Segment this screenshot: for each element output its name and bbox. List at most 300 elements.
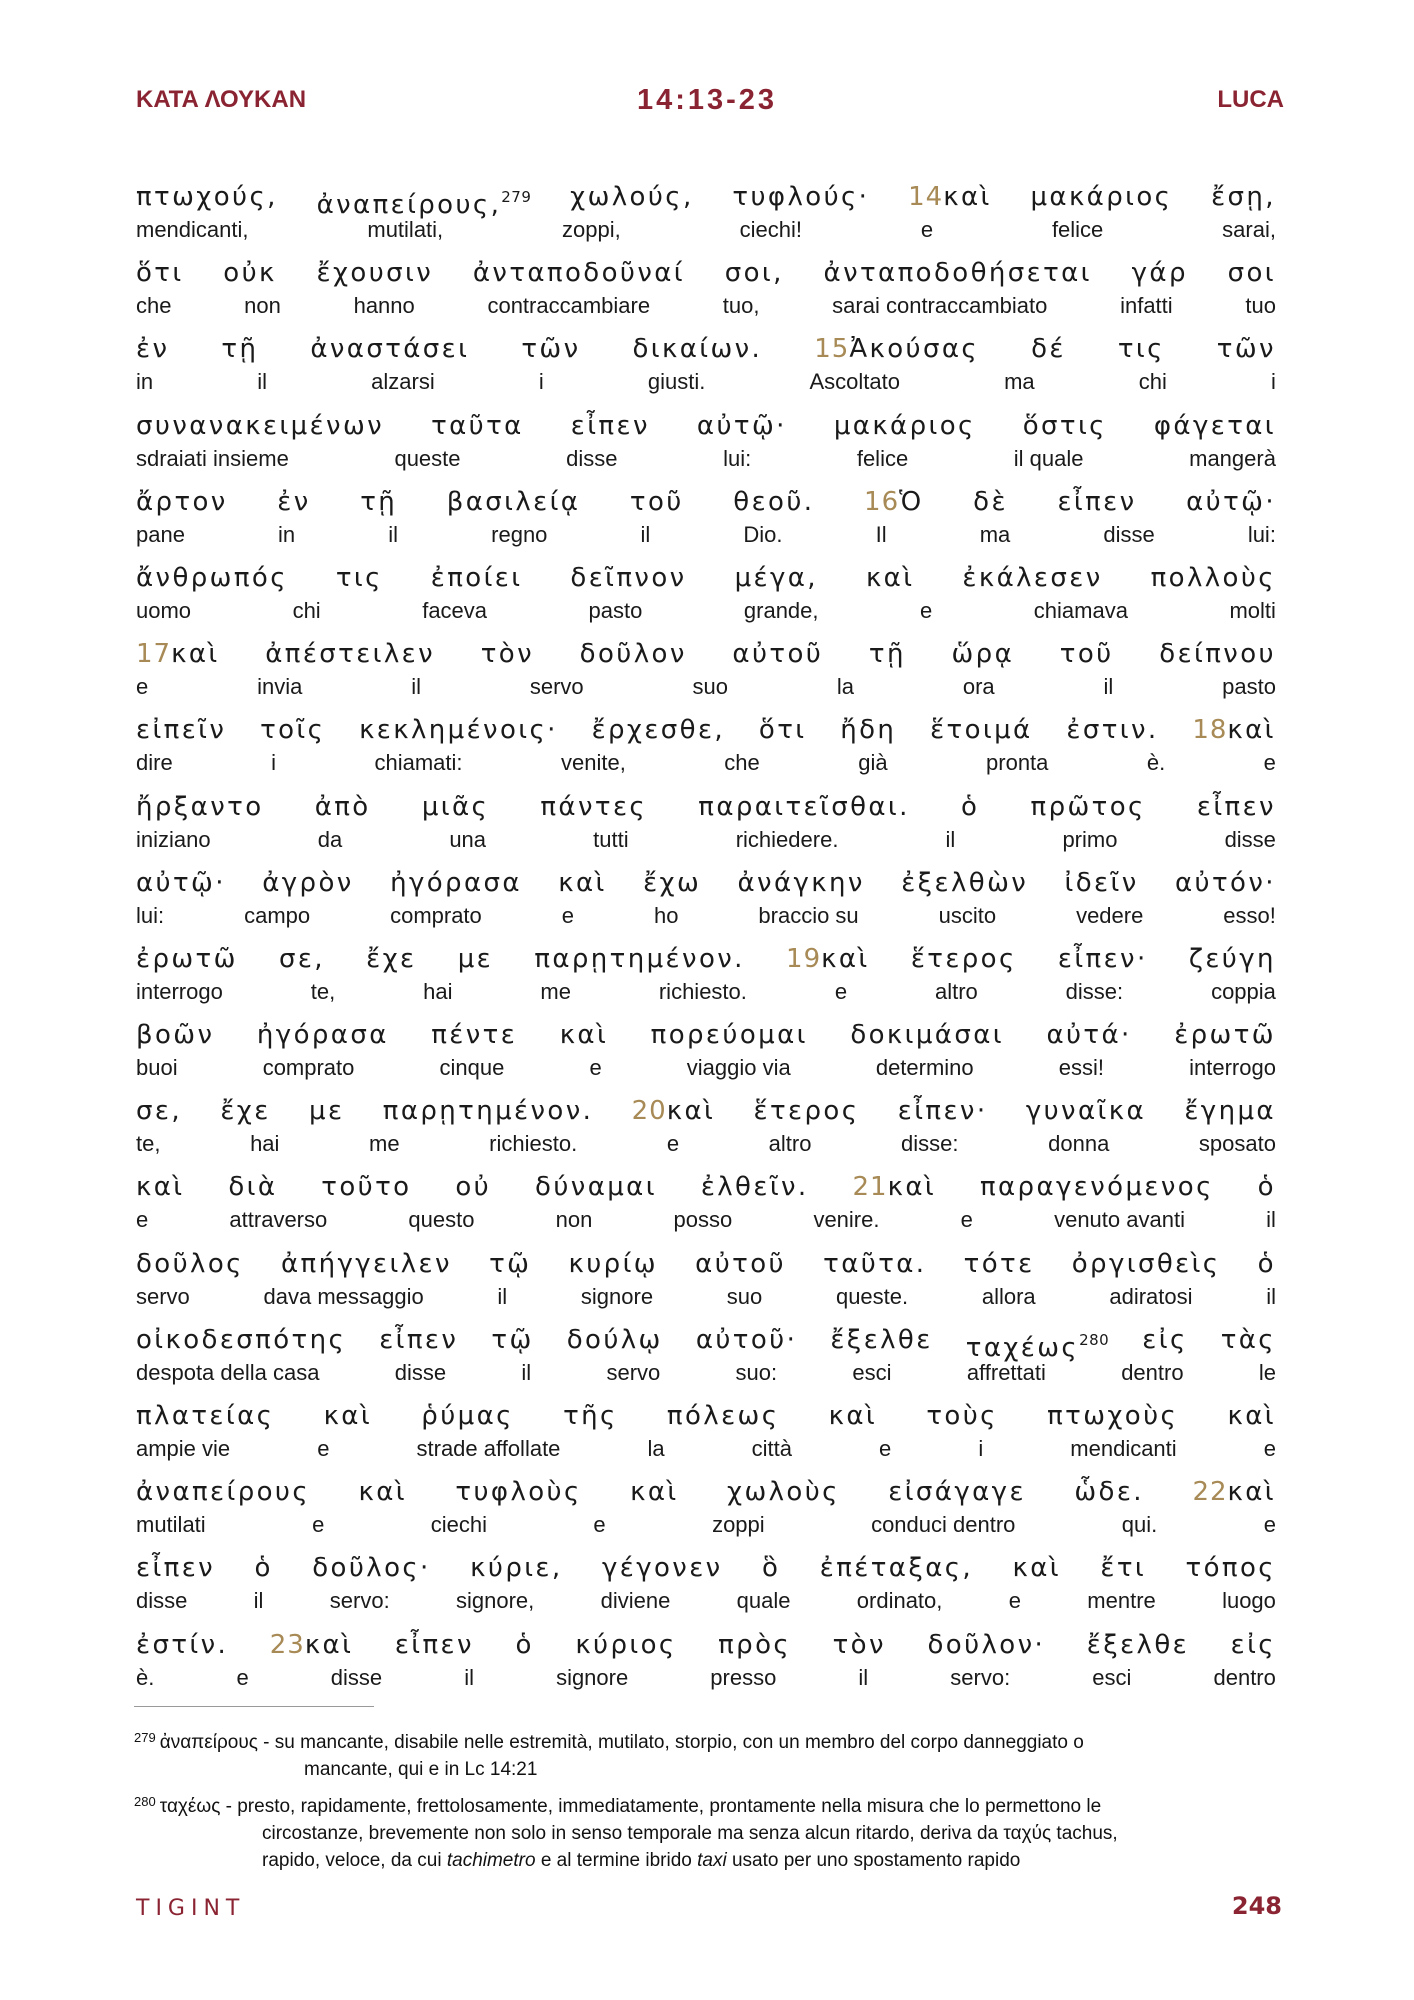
footnote-text-continued: circostanze, brevemente non solo in senso temporale ma senza alcun ritardo, deriva da ταχύς tachus,: [262, 1823, 1118, 1844]
greek-word: [136, 328, 169, 370]
greek-word: [1030, 176, 1172, 218]
italian-line: [136, 370, 1276, 400]
italian-word: una: [449, 826, 487, 852]
greek-word: [317, 252, 434, 294]
greek-word: [973, 481, 1008, 523]
footnote-number: 280: [134, 1794, 156, 1809]
italian-word: strade affollate: [416, 1436, 561, 1461]
footnote-term: ἀναπείρους: [159, 1732, 258, 1753]
italian-word: mangerà: [1189, 445, 1276, 471]
italian-word: disse: [1224, 826, 1276, 852]
italian-word: il: [1103, 674, 1114, 700]
greek-word-text: παραιτεῖσθαι.: [698, 791, 910, 822]
greek-word: [540, 786, 647, 828]
italian-word: tuo: [1245, 293, 1276, 319]
greek-word-text: ῥύμας: [421, 1401, 514, 1431]
page-number: 248: [1231, 1892, 1282, 1920]
greek-word-text: πάντες: [540, 791, 648, 822]
greek-word: [697, 405, 787, 447]
greek-line: [136, 1166, 1276, 1208]
italian-word: e: [1263, 750, 1276, 776]
italian-word: iniziano: [136, 826, 211, 852]
greek-word: [738, 862, 865, 904]
greek-word: [830, 1319, 932, 1361]
greek-word: [853, 1166, 937, 1208]
greek-word: [262, 862, 353, 904]
footnote-text: - su mancante, disabile nelle estremità, mutilato, storpio, con un membro del corpo danneggiato o: [257, 1732, 1084, 1753]
italian-word: pane: [136, 521, 185, 547]
greek-word: [701, 1166, 809, 1208]
italian-word: lui:: [1247, 521, 1276, 547]
italian-word: mentre: [1087, 1588, 1156, 1614]
greek-word: [840, 709, 896, 751]
italian-word: mendicanti,: [136, 217, 249, 242]
greek-word-text: τις: [1117, 334, 1165, 365]
greek-word-text: ἐν: [277, 486, 311, 517]
footnote-text-continued: mancante, qui e in Lc 14:21: [304, 1759, 538, 1780]
greek-word: [1031, 786, 1146, 828]
italian-word: zoppi: [712, 1512, 765, 1538]
greek-line: [136, 252, 1276, 294]
italian-word: sposato: [1198, 1131, 1276, 1157]
greek-word: [732, 633, 823, 675]
italian-word: dire: [136, 750, 173, 776]
greek-word-text: σοι,: [724, 258, 784, 289]
italian-word: disse:: [1065, 978, 1124, 1004]
greek-word: [136, 1547, 215, 1589]
greek-word-text: αὐτῷ·: [696, 410, 787, 441]
interlinear-line: [136, 633, 1276, 709]
greek-word: [431, 1014, 517, 1056]
greek-word: [1217, 328, 1276, 370]
italian-word: il: [521, 1359, 532, 1385]
interlinear-line: [136, 557, 1276, 633]
greek-word: [1072, 1243, 1221, 1285]
italian-word: te,: [136, 1131, 161, 1157]
italian-word: dava messaggio: [263, 1283, 424, 1309]
greek-word: [136, 405, 384, 447]
italian-word: il: [497, 1283, 508, 1309]
header-book-title-greek: ΚΑΤΑ ΛΟΥΚΑΝ: [136, 86, 307, 113]
greek-word-text: φάγεται: [1153, 410, 1276, 441]
footnote-reference[interactable]: 279: [501, 188, 532, 206]
greek-word-text: ὅστις: [1022, 410, 1107, 441]
greek-word: [395, 1624, 474, 1666]
header-book-title-italian: LUCA: [1217, 86, 1284, 113]
greek-word: [725, 252, 784, 294]
italian-word: luogo: [1222, 1588, 1276, 1614]
verse-number: 17: [136, 639, 172, 670]
italian-word: disse: [394, 1359, 447, 1385]
greek-word-text: δύναμαι: [535, 1172, 657, 1203]
greek-word: [136, 786, 264, 828]
verse-number: 20: [631, 1096, 667, 1127]
italian-word: il: [945, 826, 956, 852]
greek-word-text: καὶ: [1227, 715, 1276, 746]
greek-word: [281, 1243, 452, 1285]
italian-word: esso!: [1223, 902, 1276, 928]
greek-word-text: καὶ: [559, 1020, 609, 1051]
greek-word-text: ταχέως: [965, 1332, 1080, 1363]
greek-word-text: ἄνθρωπός: [136, 562, 288, 593]
greek-word-text: ταῦτα: [431, 410, 524, 441]
italian-word: la: [836, 674, 854, 700]
greek-word: [279, 938, 325, 980]
italian-word: è.: [1146, 750, 1166, 776]
greek-word: [866, 557, 914, 599]
greek-word: [695, 1243, 786, 1285]
greek-word-text: ἀναπείρους,: [316, 190, 502, 220]
greek-line: [136, 862, 1276, 904]
greek-word: [1058, 938, 1148, 980]
interlinear-line: [136, 1624, 1276, 1700]
greek-line: [136, 405, 1276, 447]
greek-word: [762, 1547, 780, 1589]
interlinear-line: [136, 938, 1276, 1014]
greek-word: [911, 938, 1017, 980]
italian-word: esci: [1092, 1664, 1132, 1690]
greek-word-text: τὸν: [480, 639, 534, 670]
greek-word-text: με: [309, 1096, 345, 1127]
greek-word: [136, 1014, 214, 1056]
greek-word-text: καὶ: [821, 943, 870, 974]
italian-word: diviene: [600, 1588, 671, 1614]
italian-word: il: [640, 521, 651, 547]
greek-word: [570, 557, 686, 599]
italian-word: e: [1008, 1588, 1021, 1614]
greek-word-text: ὅτι: [758, 715, 807, 746]
greek-word-text: κυρίῳ: [568, 1248, 658, 1279]
greek-line: [136, 557, 1276, 599]
greek-word: [336, 557, 383, 599]
greek-word: [470, 1547, 562, 1589]
greek-word-text: ἀνάγκην: [737, 867, 865, 898]
greek-word: [535, 1166, 657, 1208]
greek-word: [491, 1319, 533, 1361]
interlinear-line: [136, 1319, 1276, 1395]
greek-word: [575, 1624, 676, 1666]
verse-number: 16: [864, 486, 900, 517]
footnote-280: [134, 1788, 1264, 1874]
italian-word: queste.: [835, 1283, 909, 1309]
greek-word-text: δούλῳ: [566, 1324, 663, 1355]
italian-word: sarai contraccambiato: [832, 293, 1048, 319]
greek-word: [431, 405, 524, 447]
italian-word: esci: [852, 1359, 892, 1385]
greek-word-text: αὐτόν·: [1175, 867, 1276, 898]
greek-word: [359, 709, 558, 751]
greek-word: [228, 1166, 277, 1208]
greek-word-text: πτωχοὺς: [1047, 1401, 1179, 1431]
greek-word: [136, 1166, 184, 1208]
greek-word: [820, 1547, 973, 1589]
greek-word: [1258, 1166, 1276, 1208]
greek-word: [901, 862, 1028, 904]
italian-word: tutti: [593, 826, 629, 852]
greek-word: [1046, 1014, 1131, 1056]
greek-word: [1184, 1090, 1276, 1132]
italian-word: richiedere.: [735, 826, 839, 852]
greek-word: [1258, 1243, 1276, 1285]
italian-word: richiesto.: [658, 978, 747, 1004]
greek-word-text: τόπος: [1185, 1553, 1276, 1584]
italian-word: e: [317, 1436, 330, 1461]
greek-word: [592, 709, 726, 751]
interlinear-line: [136, 1166, 1276, 1242]
greek-word: [1174, 1014, 1276, 1056]
greek-word-text: δὲ: [973, 486, 1008, 517]
italian-word: non: [244, 293, 281, 319]
greek-word: [312, 1547, 430, 1589]
italian-word: servo: [529, 674, 584, 700]
greek-word: [521, 328, 580, 370]
italian-word: altro: [768, 1131, 812, 1157]
italian-word: interrogo: [136, 978, 223, 1004]
greek-word: [421, 1395, 514, 1437]
greek-word-text: τῇ: [868, 639, 906, 670]
greek-word: [136, 1624, 228, 1666]
greek-word: [317, 176, 532, 218]
greek-word: [952, 633, 1015, 675]
italian-word: ampie vie: [136, 1436, 231, 1461]
greek-word: [431, 557, 523, 599]
greek-line: [136, 1014, 1276, 1056]
greek-word-text: θεοῦ.: [733, 486, 815, 517]
greek-word: [379, 1319, 458, 1361]
italian-word: invia: [257, 674, 303, 700]
greek-word-text: ἕτερος: [753, 1096, 860, 1127]
italian-word: coppia: [1211, 978, 1276, 1004]
verse-number: 18: [1192, 715, 1228, 746]
greek-word-text: εἰπεῖν: [136, 715, 227, 746]
greek-word: [834, 405, 976, 447]
greek-word-text: αὐτῷ·: [136, 867, 226, 898]
interlinear-line: [136, 709, 1276, 785]
italian-word: da: [317, 826, 343, 852]
italian-word: suo: [726, 1283, 763, 1309]
italian-word: dentro: [1213, 1664, 1276, 1690]
greek-word: [930, 709, 1033, 751]
greek-word-text: καὶ: [666, 1096, 716, 1127]
footnote-italic-term: tachimetro: [446, 1850, 536, 1871]
verse-number: 19: [786, 943, 822, 974]
greek-word: [257, 1014, 389, 1056]
greek-word: [567, 1319, 663, 1361]
greek-word: [898, 1090, 988, 1132]
italian-line: [136, 980, 1276, 1010]
italian-word: allora: [981, 1283, 1036, 1309]
greek-word-text: κύριε,: [470, 1553, 563, 1584]
italian-word: in: [278, 521, 296, 547]
italian-word: hai: [250, 1131, 280, 1157]
greek-word: [962, 557, 1102, 599]
italian-word: il: [464, 1664, 474, 1690]
greek-word: [366, 938, 416, 980]
italian-line: [136, 904, 1276, 934]
greek-word-text: οὐκ: [223, 258, 277, 289]
italian-word: non: [555, 1207, 593, 1233]
greek-word: [136, 481, 228, 523]
italian-word: attraverso: [229, 1207, 328, 1233]
italian-word: chiamati:: [374, 750, 463, 776]
footnote-text-continued: rapido, veloce, da cui tachimetro e al termine ibrido taxi usato per uno spostamento rapido: [262, 1850, 1021, 1871]
greek-word-text: τοῦτο: [321, 1172, 412, 1203]
greek-word-text: ἠγόρασα: [390, 867, 522, 898]
greek-word: [718, 1624, 791, 1666]
italian-word: il: [253, 1588, 264, 1614]
greek-word: [136, 709, 226, 751]
greek-word-text: εἶπεν: [1057, 486, 1137, 517]
italian-word: chi: [1138, 369, 1167, 395]
greek-word-text: Ἀκούσας: [849, 334, 980, 365]
greek-word-text: ἐστίν.: [136, 1629, 229, 1660]
greek-word-text: ἔχε: [220, 1096, 271, 1127]
greek-word: [964, 1243, 1035, 1285]
greek-word: [534, 938, 745, 980]
greek-word: [1211, 176, 1276, 218]
italian-word: e: [666, 1131, 680, 1157]
italian-line: [136, 828, 1276, 858]
greek-word-text: τῷ: [489, 1248, 532, 1279]
greek-word: [390, 862, 522, 904]
greek-line: [136, 328, 1276, 370]
greek-word: [136, 557, 288, 599]
greek-word: [926, 1395, 997, 1437]
italian-word: essi!: [1058, 1055, 1105, 1081]
greek-word-text: σε,: [136, 1096, 182, 1127]
greek-word: [265, 633, 435, 675]
greek-word: [136, 1090, 182, 1132]
greek-word: [733, 481, 814, 523]
greek-word-text: πορεύομαι: [650, 1020, 808, 1051]
greek-word: [1057, 481, 1136, 523]
italian-word: e: [920, 217, 934, 242]
verse-number: 22: [1192, 1477, 1228, 1508]
italian-word: interrogo: [1189, 1055, 1276, 1081]
greek-word-text: πλατείας: [136, 1401, 275, 1431]
interlinear-line: [136, 405, 1276, 481]
italian-word: donna: [1048, 1131, 1110, 1157]
italian-word: adiratosi: [1109, 1283, 1193, 1309]
italian-word: venire.: [813, 1207, 880, 1233]
interlinear-line: [136, 1547, 1276, 1623]
greek-word: [735, 557, 818, 599]
italian-word: mendicanti: [1070, 1436, 1177, 1461]
greek-word: [1227, 1395, 1275, 1437]
greek-word: [270, 1624, 354, 1666]
italian-word: determino: [875, 1055, 974, 1081]
greek-word: [630, 1471, 678, 1513]
italian-word: infatti: [1120, 293, 1173, 319]
greek-word-text: αὐτά·: [1046, 1020, 1132, 1051]
greek-word: [455, 1166, 491, 1208]
greek-word-text: εἶπεν: [379, 1324, 459, 1355]
greek-word: [422, 786, 489, 828]
greek-word-text: ἔτι: [1100, 1553, 1147, 1584]
italian-word: mutilati: [136, 1512, 206, 1538]
greek-word-text: καὶ: [1227, 1477, 1276, 1508]
italian-word: e: [236, 1664, 249, 1690]
italian-word: queste: [394, 445, 461, 471]
greek-word: [1065, 862, 1139, 904]
greek-word-text: κεκλημένοις·: [359, 715, 558, 746]
italian-word: Dio.: [743, 521, 783, 547]
greek-word-text: καὶ: [828, 1401, 878, 1431]
italian-word: sdraiati insieme: [136, 445, 289, 471]
greek-word-text: ὥρᾳ: [951, 639, 1015, 670]
greek-word: [481, 633, 534, 675]
greek-word: [667, 1395, 779, 1437]
greek-word: [570, 176, 693, 218]
greek-word: [1192, 709, 1276, 751]
greek-word: [1192, 1471, 1276, 1513]
greek-word-text: δικαίων.: [632, 334, 763, 365]
greek-word-text: δοκιμάσαι: [850, 1020, 1004, 1051]
interlinear-line: [136, 1090, 1276, 1166]
greek-word: [1186, 481, 1276, 523]
greek-word: [136, 633, 220, 675]
interlinear-line: [136, 328, 1276, 404]
italian-word: è.: [136, 1664, 155, 1690]
greek-word: [651, 1014, 808, 1056]
footnote-number: 279: [134, 1730, 156, 1745]
greek-word: [1231, 1624, 1276, 1666]
italian-word: hai: [423, 978, 453, 1004]
greek-word-text: τῷ: [491, 1324, 534, 1355]
greek-word-text: αὐτοῦ·: [695, 1324, 798, 1355]
verse-number: 14: [908, 182, 944, 212]
italian-word: e: [960, 1207, 973, 1233]
greek-word-text: εἰς: [1142, 1324, 1188, 1355]
italian-word: uomo: [136, 597, 192, 623]
verse-number: 21: [852, 1172, 888, 1203]
greek-word-text: ἰδεῖν: [1064, 867, 1139, 898]
greek-word: [473, 252, 685, 294]
greek-word: [455, 1471, 581, 1513]
italian-word: campo: [244, 902, 311, 928]
italian-word: servo:: [329, 1588, 390, 1614]
greek-word-text: ὁ: [254, 1553, 273, 1584]
footnote-reference[interactable]: 280: [1079, 1330, 1110, 1349]
greek-word: [927, 1624, 1045, 1666]
greek-word-text: ἀγρὸν: [262, 867, 354, 898]
greek-word-text: μέγα,: [734, 562, 818, 593]
greek-word: [823, 1243, 926, 1285]
greek-word-text: παρῃτημένον.: [534, 943, 745, 974]
italian-word: disse: [136, 1588, 188, 1614]
italian-word: regno: [491, 521, 548, 547]
greek-word: [136, 176, 278, 218]
italian-word: mutilati,: [367, 217, 444, 242]
greek-word-text: διὰ: [228, 1172, 278, 1203]
greek-word: [786, 938, 870, 980]
italian-word: disse: [330, 1664, 383, 1690]
greek-word-text: βασιλείᾳ: [446, 486, 581, 517]
greek-word: [1031, 328, 1066, 370]
greek-word-text: οἰκοδεσπότης: [136, 1324, 347, 1355]
italian-word: signore,: [456, 1588, 535, 1614]
italian-word: giusti.: [647, 369, 706, 395]
greek-word-text: πτωχούς,: [136, 182, 278, 212]
italian-word: che: [136, 293, 172, 319]
italian-word: Ascoltato: [809, 369, 900, 395]
greek-word-text: ἤδη: [840, 715, 897, 746]
italian-word: tuo,: [722, 293, 760, 319]
italian-word: despota della casa: [136, 1359, 320, 1385]
greek-word: [814, 328, 979, 370]
greek-word-text: πρῶτος: [1030, 791, 1146, 822]
footnote-term: ταχέως: [159, 1796, 221, 1817]
